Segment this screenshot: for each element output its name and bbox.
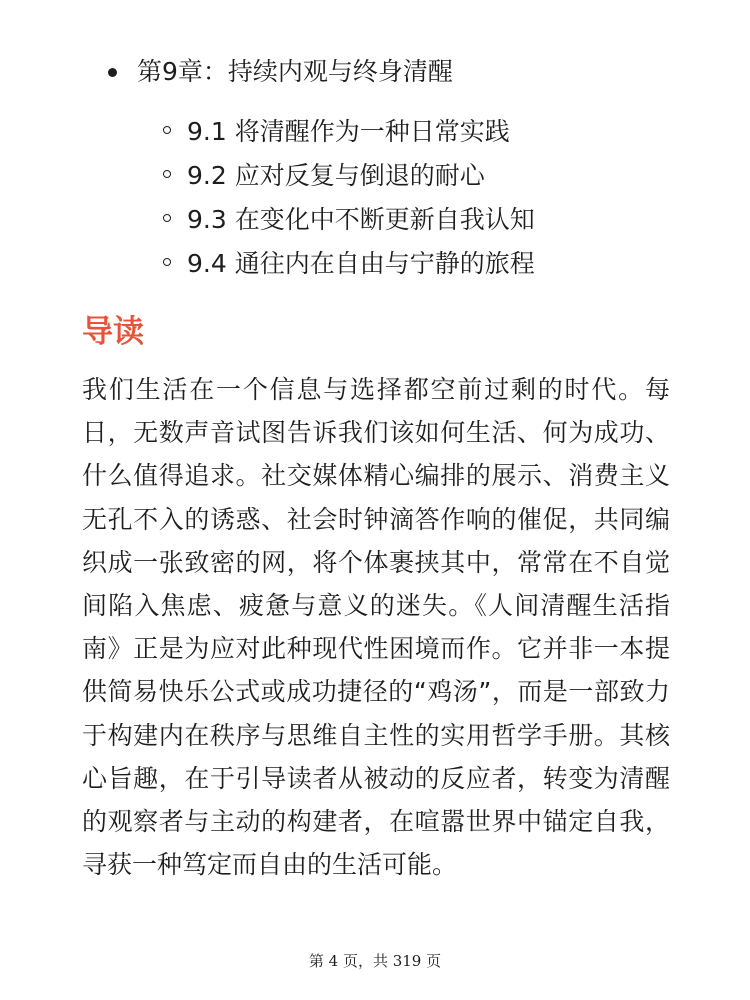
section-item xyxy=(163,152,535,196)
section-label: 9.2 应对反复与倒退的耐心 xyxy=(187,161,485,190)
chapter-title: 第9章：持续内观与终身清醒 xyxy=(137,57,453,86)
section-item xyxy=(163,196,535,240)
section-item xyxy=(163,240,535,284)
section-label: 9.3 在变化中不断更新自我认知 xyxy=(187,205,535,234)
section-label: 9.1 将清醒作为一种日常实践 xyxy=(187,117,510,146)
chapter-list-item xyxy=(108,52,453,92)
section-list xyxy=(163,108,535,284)
bullet-circle-icon xyxy=(163,126,171,134)
bullet-circle-icon xyxy=(163,258,171,266)
bullet-disc-icon xyxy=(108,68,117,77)
body-paragraph: 我们生活在一个信息与选择都空前过剩的时代。每日，无数声音试图告诉我们该如何生活、何为成功、什么值得追求。社交媒体精心编排的展示、消费主义无孔不入的诱惑、社会时钟滴答作响的催促，共同编织成一张致密的网，将个体裹挟其中，常常在不自觉间陷入焦虑、疲惫与意义的迷失。《人间清醒生活指南》正是为应对此种现代性困境而作。它并非一本提供简易快乐公式或成功捷径的“鸡汤”，而是一部致力于构建内在秩序与思维自主性的实用哲学手册。其核心旨趣，在于引导读者从被动的反应者，转变为清醒的观察者与主动的构建者，在喧嚣世界中锚定自我，寻获一种笃定而自由的生活可能。 xyxy=(82,375,670,880)
page-number: 第 4 页，共 319 页 xyxy=(308,952,442,970)
section-item xyxy=(163,108,535,152)
bullet-circle-icon xyxy=(163,170,171,178)
section-label: 9.4 通往内在自由与宁静的旅程 xyxy=(187,249,535,278)
section-heading: 导读 xyxy=(82,314,144,350)
bullet-circle-icon xyxy=(163,214,171,222)
